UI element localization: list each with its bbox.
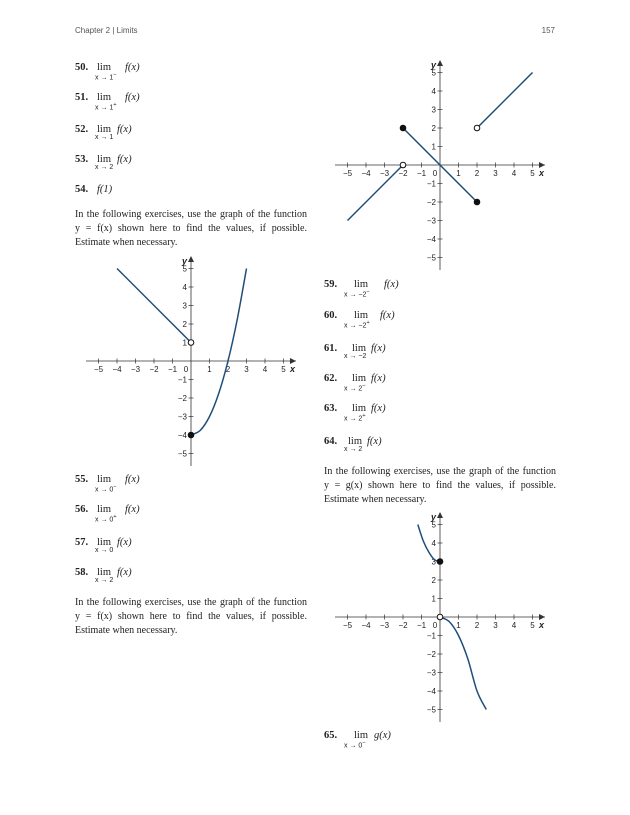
x-tick-label: 3: [244, 365, 249, 374]
x-tick-label: −1: [416, 169, 427, 178]
exercise-number: 62.: [324, 373, 338, 384]
limit-subscript: x → −2+: [344, 320, 370, 330]
function-expr: f(x): [117, 567, 132, 578]
limit-subscript: x → 0+: [95, 514, 117, 524]
function-expr: f(x): [125, 504, 140, 515]
x-tick-label: −5: [342, 621, 353, 630]
exercise-number: 60.: [324, 310, 338, 321]
function-expr: f(x): [125, 92, 140, 103]
lim-operator: lim: [97, 92, 112, 103]
open-point: [188, 340, 194, 346]
y-tick-label: 4: [182, 283, 187, 292]
y-tick-label: −1: [426, 179, 436, 189]
y-tick-label: 1: [431, 142, 436, 152]
function-expr: f(x): [371, 373, 386, 384]
open-point: [437, 614, 443, 620]
x-tick-label: 5: [281, 365, 286, 374]
y-tick-label: −3: [177, 412, 187, 422]
y-axis-label: y: [182, 256, 188, 266]
y-tick-label: −4: [177, 431, 187, 440]
function-expr: f(x): [371, 403, 386, 414]
y-tick-label: 4: [431, 87, 436, 96]
y-axis-label: y: [431, 60, 437, 70]
x-tick-label: 2: [474, 169, 480, 178]
y-tick-label: −1: [426, 631, 436, 641]
y-tick-label: −5: [426, 705, 436, 715]
lim-operator: lim: [354, 730, 369, 741]
y-tick-label: 3: [431, 557, 436, 567]
limit-subscript: x → 0−: [344, 740, 366, 750]
x-tick-label: −2: [398, 169, 408, 178]
x-tick-label: −5: [93, 365, 104, 374]
function-curve: [440, 617, 486, 710]
para-line: In the following exercises, use the graph of the function: [75, 597, 307, 608]
exercise-number: 51.: [75, 92, 89, 103]
function-expr: f(x): [125, 474, 140, 485]
function-curve: [117, 269, 191, 343]
instructions-paragraph-2: [75, 596, 307, 638]
graph-f-right: [335, 60, 545, 270]
function-expr: f(x): [117, 124, 132, 135]
y-tick-label: −2: [426, 198, 436, 207]
y-tick-label: −4: [426, 235, 436, 244]
closed-point: [437, 559, 443, 565]
limit-subscript: x → 0: [95, 547, 114, 554]
y-tick-label: −4: [426, 687, 436, 696]
exercise-59: [324, 279, 524, 303]
lim-operator: lim: [354, 279, 369, 290]
exercise-60: [324, 310, 524, 334]
limit-subscript: x → 2: [95, 164, 114, 171]
limit-subscript: x → 2: [344, 446, 363, 453]
exercise-number: 58.: [75, 567, 89, 578]
exercise-number: 64.: [324, 436, 338, 447]
lim-operator: lim: [97, 62, 112, 73]
limit-subscript: x → 1−: [95, 72, 117, 82]
para-line: Estimate when necessary.: [324, 494, 427, 505]
lim-operator: lim: [97, 567, 112, 578]
para-line: y = f(x) shown here to find the values, if possible.: [75, 223, 307, 234]
x-tick-label: 4: [511, 621, 517, 630]
x-tick-label: 2: [225, 365, 231, 374]
closed-point: [400, 125, 406, 131]
exercise-51: [75, 92, 275, 116]
limit-subscript: x → 2+: [344, 413, 366, 423]
exercise-64: [324, 436, 524, 460]
x-tick-label: 0: [432, 169, 438, 178]
x-tick-label: −5: [342, 169, 353, 178]
x-tick-label: −2: [398, 621, 408, 630]
limit-subscript: x → 0−: [95, 484, 117, 494]
y-tick-label: 2: [182, 320, 187, 329]
y-tick-label: 5: [431, 68, 436, 78]
y-tick-label: 2: [431, 124, 436, 133]
y-tick-label: 1: [182, 338, 187, 348]
y-axis-arrow: [437, 60, 443, 66]
para-line: Estimate when necessary.: [75, 237, 178, 248]
x-tick-label: −3: [379, 621, 390, 630]
function-expr: g(x): [374, 730, 391, 741]
exercise-54: [75, 184, 275, 208]
x-tick-label: −4: [361, 169, 371, 178]
y-tick-label: −2: [177, 394, 187, 403]
exercise-number: 57.: [75, 537, 89, 548]
function-expr: f(x): [380, 310, 395, 321]
exercise-number: 56.: [75, 504, 89, 515]
exercise-number: 52.: [75, 124, 89, 135]
exercise-62: [324, 373, 524, 397]
closed-point: [474, 199, 480, 205]
lim-operator: lim: [352, 373, 367, 384]
y-tick-label: 3: [182, 301, 187, 311]
x-tick-label: 1: [207, 365, 212, 374]
x-tick-label: 2: [474, 621, 480, 630]
x-tick-label: −3: [379, 169, 390, 178]
limit-subscript: x → −2: [344, 353, 367, 360]
y-tick-label: −3: [426, 216, 436, 226]
y-tick-label: −1: [177, 375, 187, 385]
function-expr: f(1): [97, 184, 113, 195]
exercise-number: 55.: [75, 474, 89, 485]
lim-operator: lim: [97, 154, 112, 165]
limit-subscript: x → 2: [95, 577, 114, 584]
function-expr: f(x): [125, 62, 140, 73]
x-tick-label: −2: [149, 365, 159, 374]
exercise-number: 54.: [75, 184, 89, 195]
x-tick-label: −3: [130, 365, 141, 374]
function-curve: [477, 73, 533, 129]
para-line: y = f(x) shown here to find the values, if possible.: [75, 611, 307, 622]
y-tick-label: −5: [177, 449, 187, 459]
exercise-57: [75, 537, 275, 561]
x-tick-label: 5: [530, 169, 535, 178]
exercise-number: 65.: [324, 730, 338, 741]
lim-operator: lim: [97, 504, 112, 515]
x-tick-label: −4: [112, 365, 122, 374]
exercise-63: [324, 403, 524, 427]
y-tick-label: 3: [431, 105, 436, 115]
open-point: [474, 125, 480, 131]
exercise-number: 61.: [324, 343, 338, 354]
graph-f-left: [86, 256, 296, 466]
limit-subscript: x → 1+: [95, 102, 117, 112]
x-tick-label: −1: [416, 621, 427, 630]
lim-operator: lim: [352, 403, 367, 414]
lim-operator: lim: [348, 436, 363, 447]
x-axis-label: x: [290, 364, 296, 374]
function-curve: [348, 165, 404, 221]
y-axis-arrow: [188, 256, 194, 262]
x-axis-label: x: [539, 168, 545, 178]
x-tick-label: 3: [493, 621, 498, 630]
x-tick-label: 4: [262, 365, 268, 374]
lim-operator: lim: [97, 124, 112, 135]
exercise-53: [75, 154, 275, 178]
y-tick-label: 2: [431, 576, 436, 585]
lim-operator: lim: [97, 537, 112, 548]
function-expr: f(x): [367, 436, 382, 447]
y-tick-label: −3: [426, 668, 436, 678]
exercise-number: 50.: [75, 62, 89, 73]
y-axis-arrow: [437, 512, 443, 518]
function-expr: f(x): [117, 537, 132, 548]
function-expr: f(x): [117, 154, 132, 165]
closed-point: [188, 432, 194, 438]
limit-subscript: x → 2−: [344, 383, 366, 393]
lim-operator: lim: [97, 474, 112, 485]
y-tick-label: 4: [431, 539, 436, 548]
x-axis-label: x: [539, 620, 545, 630]
running-header-chapter: Chapter 2 | Limits: [75, 26, 138, 35]
function-curve: [191, 269, 247, 436]
exercise-50: [75, 62, 275, 86]
para-line: y = g(x) shown here to find the values, if possible.: [324, 480, 556, 491]
para-line: In the following exercises, use the graph of the function: [324, 466, 556, 477]
exercise-56: [75, 504, 275, 528]
x-tick-label: 0: [183, 365, 189, 374]
graph-g-right: [335, 512, 545, 722]
x-tick-label: −4: [361, 621, 371, 630]
exercise-61: [324, 343, 524, 367]
function-expr: f(x): [371, 343, 386, 354]
page-number: 157: [541, 26, 555, 35]
x-tick-label: 1: [456, 169, 461, 178]
exercise-58: [75, 567, 275, 591]
para-line: In the following exercises, use the graph of the function: [75, 209, 307, 220]
function-curve: [418, 525, 440, 562]
limit-subscript: x → −2−: [344, 289, 370, 299]
x-tick-label: 0: [432, 621, 438, 630]
exercise-65: [324, 730, 524, 754]
lim-operator: lim: [354, 310, 369, 321]
exercise-55: [75, 474, 275, 498]
y-tick-label: 5: [431, 520, 436, 530]
y-axis-label: y: [431, 512, 437, 522]
y-tick-label: −5: [426, 253, 436, 263]
x-tick-label: −1: [167, 365, 178, 374]
x-tick-label: 5: [530, 621, 535, 630]
exercise-number: 59.: [324, 279, 338, 290]
limit-subscript: x → 1: [95, 134, 114, 141]
instructions-paragraph-1: [75, 208, 307, 250]
y-tick-label: 1: [431, 594, 436, 604]
exercise-52: [75, 124, 275, 148]
lim-operator: lim: [352, 343, 367, 354]
x-tick-label: 3: [493, 169, 498, 178]
exercise-number: 53.: [75, 154, 89, 165]
function-expr: f(x): [384, 279, 399, 290]
exercise-number: 63.: [324, 403, 338, 414]
para-line: Estimate when necessary.: [75, 625, 178, 636]
instructions-paragraph-3: [324, 465, 556, 507]
x-tick-label: 4: [511, 169, 517, 178]
x-tick-label: 1: [456, 621, 461, 630]
y-tick-label: 5: [182, 264, 187, 274]
open-point: [400, 162, 406, 168]
y-tick-label: −2: [426, 650, 436, 659]
